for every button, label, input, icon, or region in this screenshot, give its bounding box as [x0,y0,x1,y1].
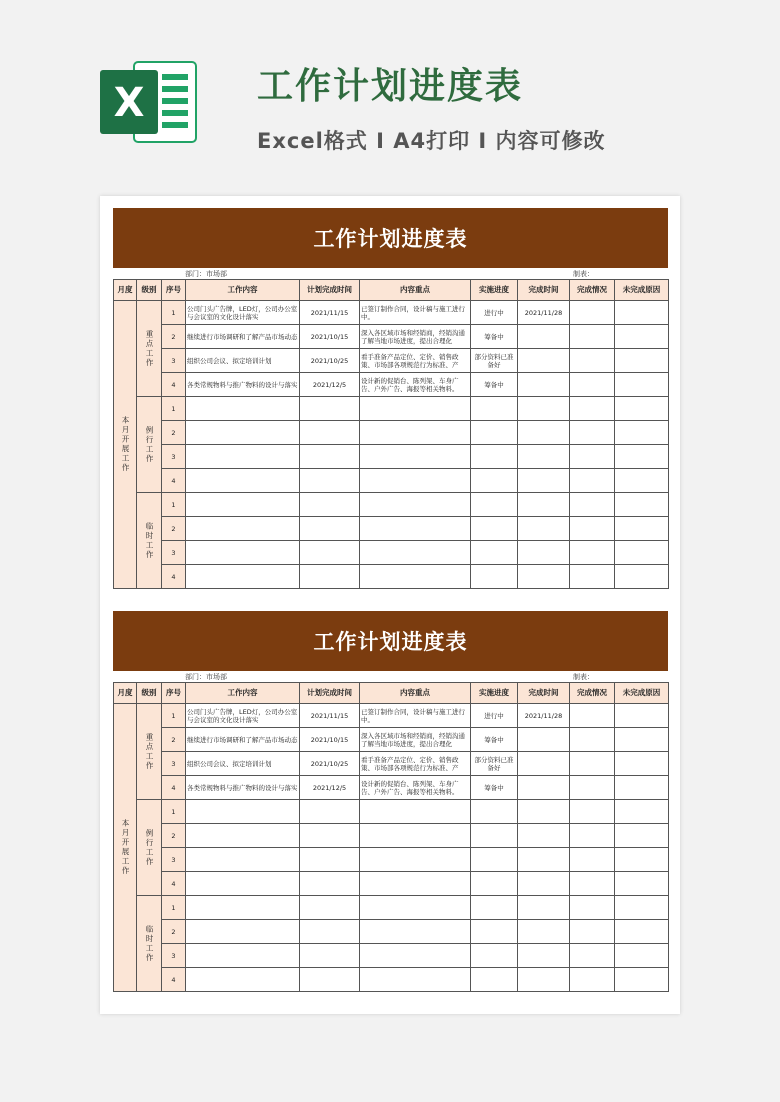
table-row [114,896,669,920]
done-time-cell[interactable] [518,752,570,776]
status-cell[interactable] [570,824,615,848]
reason-cell[interactable] [615,517,669,541]
row-number-cell: 4 [162,469,186,493]
plan-time-cell[interactable] [300,800,360,824]
reason-cell[interactable] [615,704,669,728]
status-cell[interactable] [570,776,615,800]
reason-cell[interactable] [615,493,669,517]
work-content-cell[interactable] [186,565,300,589]
work-content-cell[interactable]: 继续进行市场调研和了解产品市场动态 [186,728,300,752]
done-time-cell[interactable] [518,445,570,469]
row-number-cell: 1 [162,493,186,517]
work-content-cell[interactable]: 公司门头广告牌，LED灯，公司办公室与会议室的文化设计落实 [186,301,300,325]
row-number-cell: 3 [162,848,186,872]
row-number-cell: 1 [162,397,186,421]
plan-table [113,682,669,992]
work-content-cell[interactable]: 公司门头广告牌，LED灯，公司办公室与会议室的文化设计落实 [186,704,300,728]
table-row [114,469,669,493]
done-time-cell[interactable]: 2021/11/28 [518,704,570,728]
table-row [114,397,669,421]
row-number-cell: 1 [162,896,186,920]
work-content-cell[interactable] [186,445,300,469]
table-row [114,704,669,728]
column-header: 序号 [162,683,186,704]
done-time-cell[interactable] [518,944,570,968]
progress-cell[interactable] [471,848,518,872]
status-cell[interactable] [570,541,615,565]
reason-cell[interactable] [615,896,669,920]
done-time-cell[interactable] [518,728,570,752]
column-header: 内容重点 [360,683,471,704]
focus-cell[interactable]: 已签订制作合同，设计稿与施工进行中。 [360,301,471,325]
status-cell[interactable] [570,397,615,421]
progress-cell[interactable] [471,397,518,421]
excel-logo-icon [100,56,200,148]
focus-cell[interactable] [360,920,471,944]
status-cell[interactable] [570,493,615,517]
plan-time-cell[interactable]: 2021/10/15 [300,728,360,752]
table-row [114,776,669,800]
table-row [114,824,669,848]
progress-cell[interactable] [471,920,518,944]
progress-cell[interactable]: 部分资料已准备好 [471,752,518,776]
status-cell[interactable] [570,896,615,920]
progress-cell[interactable]: 部分资料已准备好 [471,349,518,373]
table-row [114,848,669,872]
column-header: 计划完成时间 [300,683,360,704]
status-cell[interactable] [570,517,615,541]
focus-cell[interactable] [360,944,471,968]
column-header: 未完成原因 [615,683,669,704]
row-number-cell: 3 [162,541,186,565]
document-sheet [100,196,680,1014]
reason-cell[interactable] [615,824,669,848]
reason-cell[interactable] [615,565,669,589]
progress-cell[interactable]: 筹备中 [471,776,518,800]
focus-cell[interactable] [360,445,471,469]
progress-cell[interactable] [471,968,518,992]
plan-time-cell[interactable] [300,397,360,421]
plan-table [113,279,669,589]
plan-time-cell[interactable] [300,493,360,517]
row-number-cell: 3 [162,752,186,776]
level-cell [137,800,162,896]
reason-cell[interactable] [615,301,669,325]
focus-cell[interactable] [360,896,471,920]
table-row [114,541,669,565]
done-time-cell[interactable] [518,541,570,565]
done-time-cell[interactable] [518,848,570,872]
work-content-cell[interactable]: 组织公司会议、拟定培训计划 [186,349,300,373]
table-row [114,373,669,397]
focus-cell[interactable] [360,397,471,421]
maker-label: 制表： [573,673,594,681]
row-number-cell: 1 [162,704,186,728]
progress-cell[interactable] [471,824,518,848]
focus-cell[interactable] [360,541,471,565]
status-cell[interactable] [570,565,615,589]
row-number-cell: 2 [162,728,186,752]
plan-time-cell[interactable]: 2021/10/25 [300,752,360,776]
done-time-cell[interactable] [518,349,570,373]
column-header: 完成情况 [570,683,615,704]
table-row [114,325,669,349]
page-subtitle: Excel格式 I A4打印 I 内容可修改 [257,129,606,153]
progress-cell[interactable] [471,445,518,469]
done-time-cell[interactable] [518,397,570,421]
status-cell[interactable] [570,872,615,896]
month-cell [114,704,137,992]
row-number-cell: 3 [162,349,186,373]
row-number-cell: 4 [162,565,186,589]
focus-cell[interactable] [360,565,471,589]
focus-cell[interactable]: 深入各区域市场和经销商，经销沟通了解当地市场进度，提出合理化 [360,728,471,752]
progress-cell[interactable]: 筹备中 [471,373,518,397]
maker-label: 制表： [573,270,594,278]
plan-time-cell[interactable]: 2021/11/15 [300,301,360,325]
table-row [114,565,669,589]
reason-cell[interactable] [615,800,669,824]
focus-cell[interactable] [360,517,471,541]
plan-time-cell[interactable]: 2021/10/15 [300,325,360,349]
done-time-cell[interactable] [518,968,570,992]
level-label: 重点工作 [145,732,154,771]
table-row [114,421,669,445]
table-row [114,920,669,944]
table-title: 工作计划进度表 [113,208,668,268]
month-label: 本月开展工作 [121,416,130,473]
row-number-cell: 1 [162,301,186,325]
status-cell[interactable] [570,800,615,824]
work-content-cell[interactable] [186,800,300,824]
progress-cell[interactable] [471,800,518,824]
focus-cell[interactable]: 已签订制作合同，设计稿与施工进行中。 [360,704,471,728]
month-label: 本月开展工作 [121,819,130,876]
plan-time-cell[interactable]: 2021/12/5 [300,373,360,397]
table-title: 工作计划进度表 [113,611,668,671]
done-time-cell[interactable] [518,421,570,445]
work-content-cell[interactable] [186,397,300,421]
table-row [114,752,669,776]
level-label: 临时工作 [145,521,154,560]
status-cell[interactable] [570,968,615,992]
status-cell[interactable] [570,373,615,397]
focus-cell[interactable]: 设计新的促销台、陈列架、车身广告、户外广告、海报等相关物料。 [360,373,471,397]
reason-cell[interactable] [615,968,669,992]
progress-cell[interactable] [471,896,518,920]
work-content-cell[interactable] [186,541,300,565]
work-content-cell[interactable] [186,421,300,445]
work-content-cell[interactable]: 各类常规物料与推广物料的设计与落实 [186,776,300,800]
status-cell[interactable] [570,421,615,445]
row-number-cell: 4 [162,373,186,397]
plan-time-cell[interactable] [300,541,360,565]
plan-time-cell[interactable] [300,517,360,541]
work-content-cell[interactable]: 继续进行市场调研和了解产品市场动态 [186,325,300,349]
progress-cell[interactable] [471,517,518,541]
table-block-2 [113,611,668,992]
focus-cell[interactable] [360,800,471,824]
table-row [114,301,669,325]
plan-time-cell[interactable] [300,469,360,493]
level-label: 重点工作 [145,329,154,368]
status-cell[interactable] [570,728,615,752]
table-row [114,800,669,824]
progress-cell[interactable]: 进行中 [471,301,518,325]
column-header: 完成时间 [518,683,570,704]
row-number-cell: 3 [162,445,186,469]
progress-cell[interactable]: 筹备中 [471,728,518,752]
row-number-cell: 2 [162,824,186,848]
column-header: 实施进度 [471,280,518,301]
level-cell [137,896,162,992]
work-content-cell[interactable] [186,517,300,541]
done-time-cell[interactable] [518,565,570,589]
reason-cell[interactable] [615,776,669,800]
column-header: 级别 [137,280,162,301]
table-row [114,445,669,469]
row-number-cell: 3 [162,944,186,968]
focus-cell[interactable] [360,421,471,445]
status-cell[interactable] [570,944,615,968]
column-header: 月度 [114,280,137,301]
row-number-cell: 2 [162,920,186,944]
table-row [114,968,669,992]
progress-cell[interactable]: 进行中 [471,704,518,728]
work-content-cell[interactable] [186,848,300,872]
progress-cell[interactable] [471,872,518,896]
work-content-cell[interactable] [186,493,300,517]
plan-time-cell[interactable] [300,944,360,968]
done-time-cell[interactable] [518,800,570,824]
table-row [114,944,669,968]
plan-time-cell[interactable] [300,445,360,469]
status-cell[interactable] [570,920,615,944]
plan-time-cell[interactable] [300,824,360,848]
reason-cell[interactable] [615,469,669,493]
status-cell[interactable] [570,752,615,776]
table-row [114,517,669,541]
work-content-cell[interactable] [186,896,300,920]
dept-label: 部门：市场部 [185,673,227,681]
reason-cell[interactable] [615,445,669,469]
focus-cell[interactable] [360,848,471,872]
table-row [114,349,669,373]
done-time-cell[interactable] [518,920,570,944]
table-row [114,493,669,517]
status-cell[interactable] [570,848,615,872]
level-label: 临时工作 [145,924,154,963]
table-block-1 [113,208,668,589]
reason-cell[interactable] [615,872,669,896]
work-content-cell[interactable] [186,968,300,992]
page-title: 工作计划进度表 [257,66,524,107]
level-cell [137,704,162,800]
focus-cell[interactable]: 设计新的促销台、陈列架、车身广告、户外广告、海报等相关物料。 [360,776,471,800]
done-time-cell[interactable] [518,872,570,896]
work-content-cell[interactable] [186,872,300,896]
work-content-cell[interactable]: 各类常规物料与推广物料的设计与落实 [186,373,300,397]
focus-cell[interactable]: 看手准备产品定位、定价、销售政策、市场部各项规范行为标准、产 [360,349,471,373]
reason-cell[interactable] [615,349,669,373]
column-header: 内容重点 [360,280,471,301]
reason-cell[interactable] [615,325,669,349]
work-content-cell[interactable] [186,824,300,848]
column-header: 级别 [137,683,162,704]
plan-time-cell[interactable] [300,872,360,896]
column-header: 月度 [114,683,137,704]
level-cell [137,301,162,397]
done-time-cell[interactable]: 2021/11/28 [518,301,570,325]
done-time-cell[interactable] [518,896,570,920]
progress-cell[interactable] [471,493,518,517]
reason-cell[interactable] [615,373,669,397]
column-header: 序号 [162,280,186,301]
plan-time-cell[interactable] [300,968,360,992]
focus-cell[interactable] [360,824,471,848]
done-time-cell[interactable] [518,824,570,848]
column-header: 完成情况 [570,280,615,301]
plan-time-cell[interactable]: 2021/11/15 [300,704,360,728]
reason-cell[interactable] [615,541,669,565]
table-row [114,872,669,896]
progress-cell[interactable] [471,421,518,445]
reason-cell[interactable] [615,421,669,445]
row-number-cell: 4 [162,776,186,800]
focus-cell[interactable] [360,968,471,992]
focus-cell[interactable]: 看手准备产品定位、定价、销售政策、市场部各项规范行为标准、产 [360,752,471,776]
done-time-cell[interactable] [518,469,570,493]
status-cell[interactable] [570,349,615,373]
row-number-cell: 2 [162,421,186,445]
status-cell[interactable] [570,445,615,469]
row-number-cell: 4 [162,872,186,896]
focus-cell[interactable]: 深入各区域市场和经销商，经销沟通了解当地市场进度，提出合理化 [360,325,471,349]
dept-label: 部门：市场部 [185,270,227,278]
done-time-cell[interactable] [518,373,570,397]
plan-time-cell[interactable] [300,896,360,920]
level-label: 例行工作 [145,828,154,867]
month-cell [114,301,137,589]
reason-cell[interactable] [615,728,669,752]
focus-cell[interactable] [360,872,471,896]
row-number-cell: 4 [162,968,186,992]
status-cell[interactable] [570,325,615,349]
status-cell[interactable] [570,469,615,493]
done-time-cell[interactable] [518,493,570,517]
column-header: 未完成原因 [615,280,669,301]
column-header: 工作内容 [186,280,300,301]
plan-time-cell[interactable] [300,565,360,589]
progress-cell[interactable] [471,565,518,589]
work-content-cell[interactable] [186,469,300,493]
reason-cell[interactable] [615,752,669,776]
done-time-cell[interactable] [518,325,570,349]
progress-cell[interactable]: 筹备中 [471,325,518,349]
level-label: 例行工作 [145,425,154,464]
reason-cell[interactable] [615,397,669,421]
row-number-cell: 1 [162,800,186,824]
column-header: 工作内容 [186,683,300,704]
work-content-cell[interactable] [186,944,300,968]
row-number-cell: 2 [162,517,186,541]
focus-cell[interactable] [360,469,471,493]
level-cell [137,493,162,589]
plan-time-cell[interactable]: 2021/10/25 [300,349,360,373]
plan-time-cell[interactable] [300,848,360,872]
reason-cell[interactable] [615,848,669,872]
progress-cell[interactable] [471,944,518,968]
progress-cell[interactable] [471,469,518,493]
done-time-cell[interactable] [518,776,570,800]
progress-cell[interactable] [471,541,518,565]
plan-time-cell[interactable]: 2021/12/5 [300,776,360,800]
row-number-cell: 2 [162,325,186,349]
svg-text:X: X [113,80,145,126]
plan-time-cell[interactable] [300,920,360,944]
reason-cell[interactable] [615,920,669,944]
level-cell [137,397,162,493]
status-cell[interactable] [570,301,615,325]
column-header: 完成时间 [518,280,570,301]
work-content-cell[interactable] [186,920,300,944]
column-header: 实施进度 [471,683,518,704]
focus-cell[interactable] [360,493,471,517]
status-cell[interactable] [570,704,615,728]
work-content-cell[interactable]: 组织公司会议、拟定培训计划 [186,752,300,776]
reason-cell[interactable] [615,944,669,968]
plan-time-cell[interactable] [300,421,360,445]
table-row [114,728,669,752]
done-time-cell[interactable] [518,517,570,541]
column-header: 计划完成时间 [300,280,360,301]
